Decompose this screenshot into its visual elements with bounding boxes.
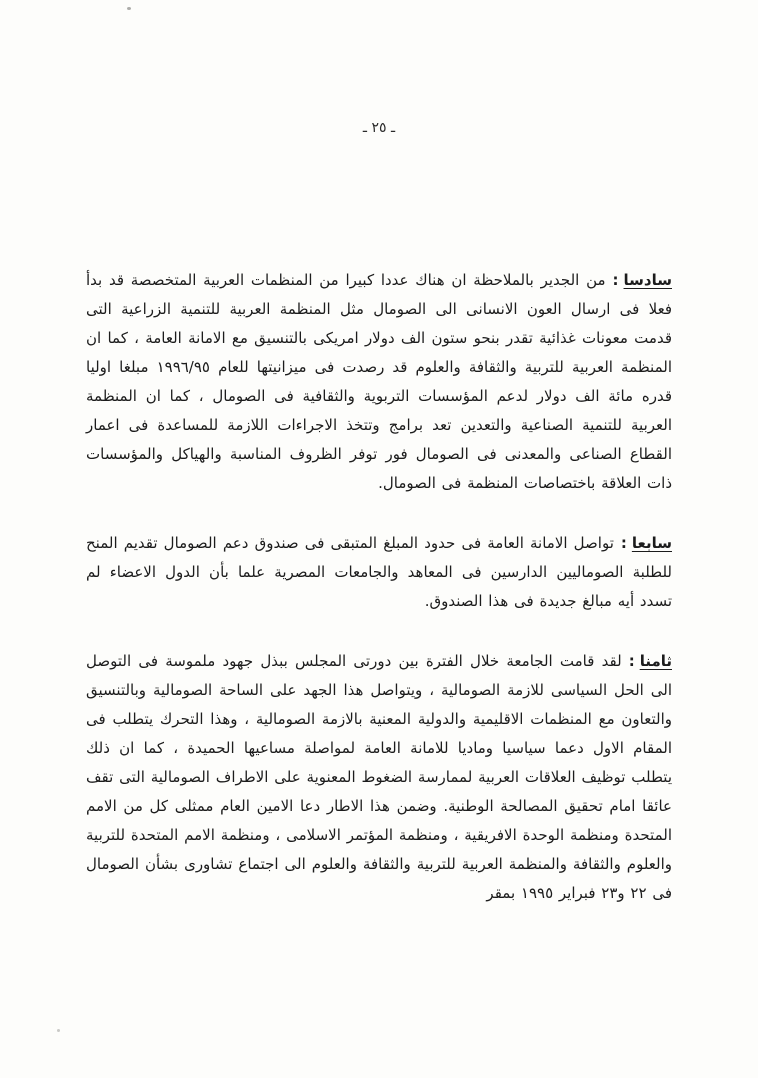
- paragraph-eighth-label: ثامنا: [639, 652, 672, 670]
- scan-artifact: [127, 7, 131, 10]
- paragraph-sixth-text: من الجدير بالملاحظة ان هناك عددا كبيرا من المنظمات العربية المتخصصة قد بدأ فعلا فى ارسال العون الانسانى الى الصومال مثل المنظمة العربية للتنمية الزراعية التى قدمت معونات غذائية تقدر بنحو ستون الف دولار امريكى بالتنسيق مع الامانة العامة ، كما ان المنظمة العربية للتربية والثقافة والعلوم قد رصدت فى ميزانيتها للعام ١٩٩٦/٩٥ مبلغا اوليا قدره مائة الف دولار لدعم المؤسسات التربوية والثقافية فى الصومال ، كما ان المنظمة العربية للتنمية الصناعية والتعدين تعد برامج وتتخذ الاجراءات اللازمة للمساعدة فى اعمار القطاع الصناعى والمعدنى فى الصومال فور توفر الظروف المناسبة والهياكل والمؤسسات ذات العلاقة باختصاصات المنظمة فى الصومال.: [86, 271, 672, 492]
- paragraph-eighth: [86, 647, 672, 908]
- paragraph-eighth-separator: :: [628, 652, 635, 670]
- scan-artifact: [57, 1029, 60, 1032]
- paragraph-eighth-text: لقد قامت الجامعة خلال الفترة بين دورتى المجلس ببذل جهود ملموسة فى التوصل الى الحل السياسى للازمة الصومالية ، ويتواصل هذا الجهد على الساحة الصومالية وبالتنسيق والتعاون مع المنظمات الاقليمية والدولية المعنية بالازمة الصومالية ، وهذا التحرك يتطلب فى المقام الاول دعما سياسيا وماديا للامانة العامة لمواصلة مساعيها الحميدة ، كما ان ذلك يتطلب توظيف العلاقات العربية لممارسة الضغوط المعنوية على الاطراف الصومالية التى تقف عائقا امام تحقيق المصالحة الوطنية. وضمن هذا الاطار دعا الامين العام ممثلى كل من الامم المتحدة ومنظمة الوحدة الافريقية ، ومنظمة المؤتمر الاسلامى ، ومنظمة الامم المتحدة للتربية والعلوم والثقافة والمنظمة العربية للتربية والثقافة والعلوم الى اجتماع تشاورى بشأن الصومال فى ٢٢ و٢٣ فبراير ١٩٩٥ بمقر: [86, 652, 672, 902]
- paragraph-sixth-label: سادسا: [623, 271, 672, 289]
- paragraph-sixth-separator: :: [612, 271, 619, 289]
- document-content: [86, 266, 672, 939]
- paragraph-seventh-label: سابعا: [631, 534, 672, 552]
- paragraph-seventh: [86, 529, 672, 616]
- paragraph-seventh-text: تواصل الامانة العامة فى حدود المبلغ المتبقى فى صندوق دعم الصومال تقديم المنح للطلبة الصوماليين الدارسين فى المعاهد والجامعات المصرية علما بأن الدول الاعضاء لم تسدد أيه مبالغ جديدة فى هذا الصندوق.: [86, 534, 672, 610]
- paragraph-seventh-separator: :: [620, 534, 627, 552]
- page-number: ـ ٢٥ ـ: [362, 120, 396, 136]
- paragraph-sixth: [86, 266, 672, 498]
